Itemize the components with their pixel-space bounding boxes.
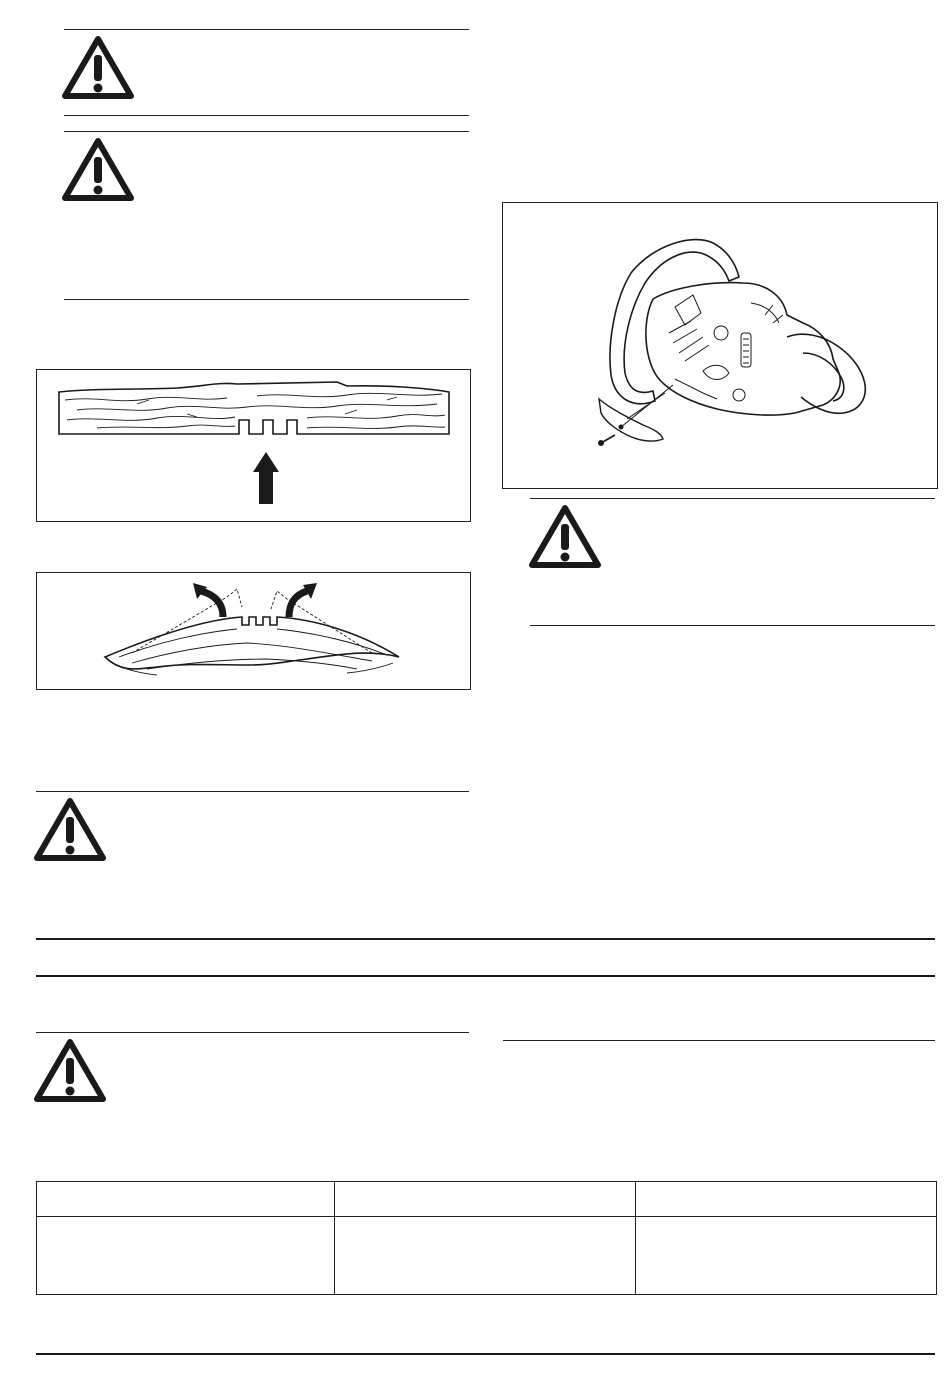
figure-log-bent <box>36 572 471 690</box>
spec-table <box>36 1181 937 1295</box>
chainsaw-side-cover <box>503 203 937 488</box>
warning-triangle-icon <box>62 35 134 99</box>
warning-triangle-icon <box>529 504 601 568</box>
warning-triangle-icon <box>34 797 106 861</box>
table-row <box>37 1217 937 1295</box>
figure-chainsaw <box>502 202 938 489</box>
rule-warning-1-bottom <box>64 115 469 116</box>
log-cut-straight-with-arrow <box>37 370 470 521</box>
rule-warning-3-top <box>36 791 469 792</box>
section-rule-top <box>36 938 935 940</box>
rule-right-column <box>503 1040 935 1041</box>
table-header-cell <box>37 1182 335 1217</box>
table-header-cell <box>335 1182 636 1217</box>
rule-warning-2-bottom <box>64 299 469 300</box>
rule-warning-5-top <box>36 1032 469 1033</box>
rule-warning-4-top <box>530 498 935 499</box>
footer-rule <box>36 1353 935 1355</box>
rule-warning-4-bottom <box>530 625 935 626</box>
figure-log-straight <box>36 369 471 522</box>
table-header-row <box>37 1182 937 1217</box>
warning-triangle-icon <box>62 137 134 201</box>
section-rule-bottom <box>36 975 935 977</box>
table-header-cell <box>636 1182 937 1217</box>
table-cell <box>335 1217 636 1295</box>
table-cell <box>37 1217 335 1295</box>
rule-warning-2-top <box>64 131 469 132</box>
table-cell <box>636 1217 937 1295</box>
log-cut-bent-open <box>37 573 470 689</box>
warning-triangle-icon <box>34 1038 106 1102</box>
rule-warning-1-top <box>64 29 469 30</box>
